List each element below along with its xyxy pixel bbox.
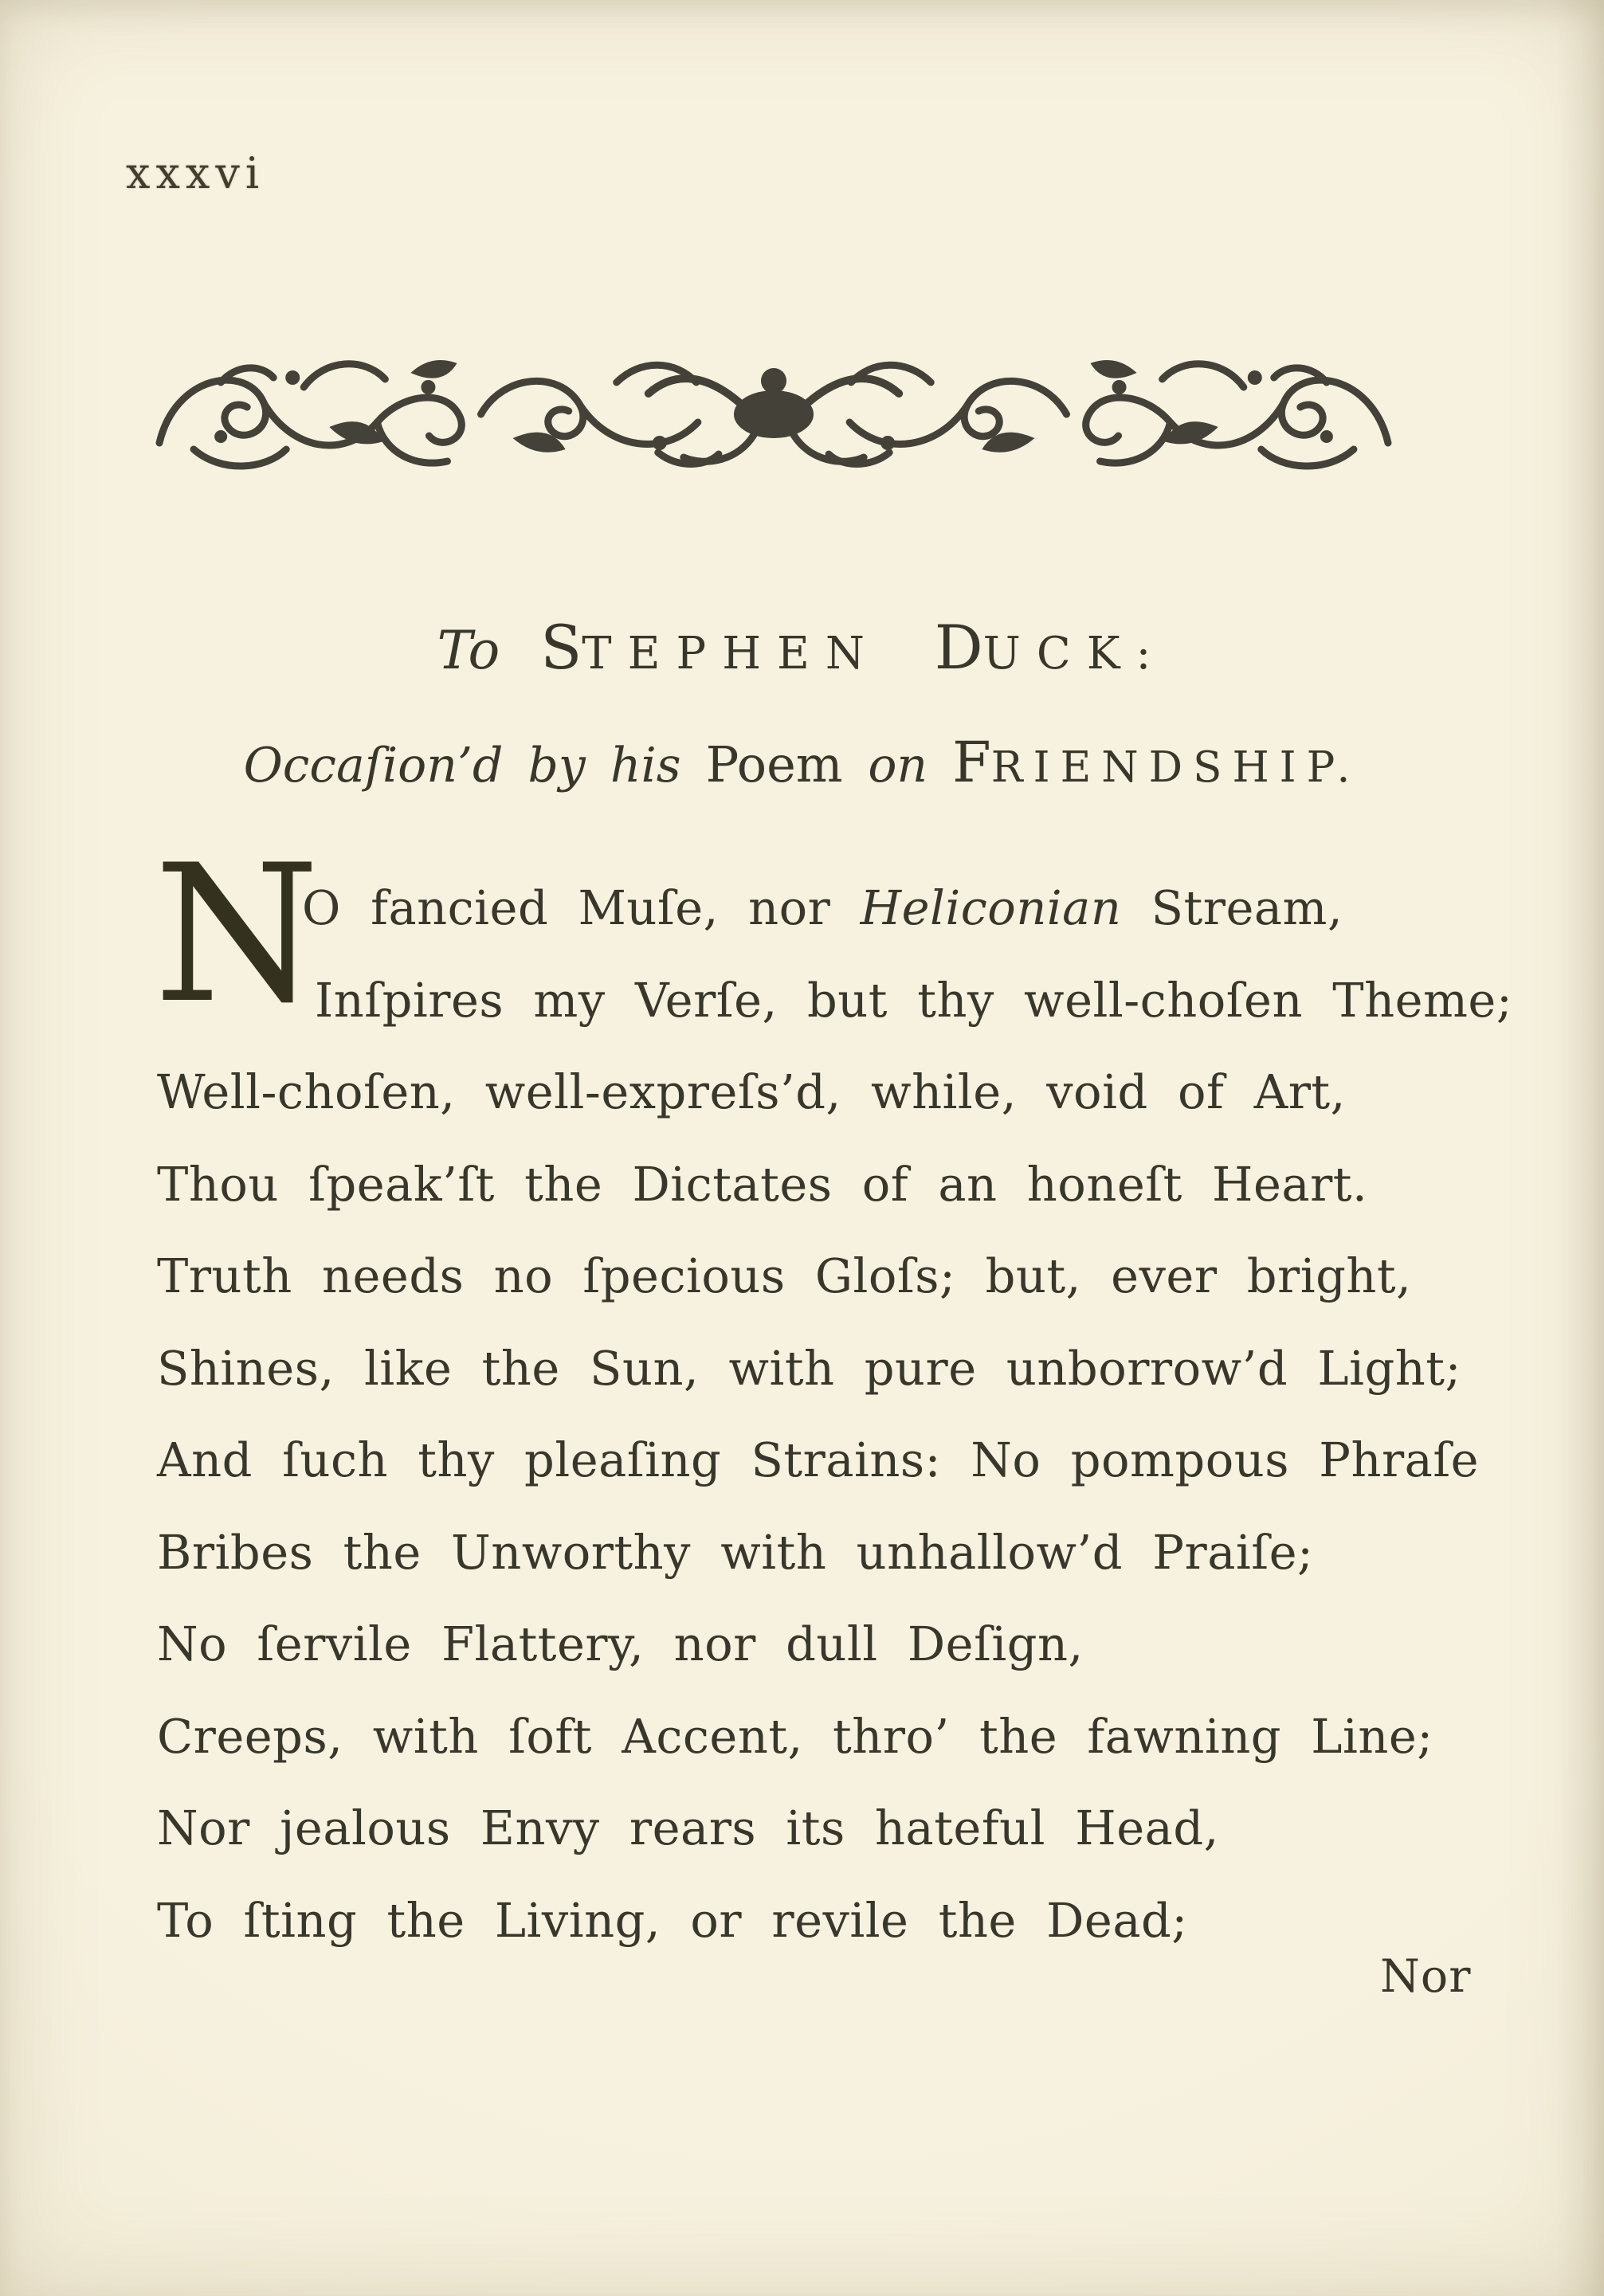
foliate-headpiece-icon xyxy=(147,341,1400,483)
text-segment: Poem xyxy=(705,735,869,793)
text-segment: Heliconian xyxy=(860,880,1122,935)
text-segment: UCK: xyxy=(982,628,1167,680)
text-segment: Bribes the Unworthy with unhallow’d Praiſe; xyxy=(157,1524,1314,1580)
drop-cap: N xyxy=(154,825,320,1045)
text-segment: RIENDSHIP. xyxy=(990,743,1361,792)
text-segment: Occaſion’d by his xyxy=(243,738,706,793)
poem-body xyxy=(154,825,1513,1966)
text-segment: No ſervile Flattery, nor dull Deſign, xyxy=(157,1616,1084,1671)
page-number: xxxvi xyxy=(126,148,265,198)
catchword: Nor xyxy=(1380,1950,1472,2003)
text-segment: D xyxy=(934,612,983,683)
poem-line xyxy=(157,1875,1496,1967)
text-segment: TEPHEN xyxy=(582,628,935,680)
text-segment: O fancied Muſe, nor xyxy=(302,880,861,935)
poem-line xyxy=(157,1138,1496,1231)
text-segment: Inſpires my Verſe, but thy well-choſen Theme; xyxy=(315,972,1513,1028)
poem-line xyxy=(157,1230,1496,1322)
text-segment: on xyxy=(868,738,953,793)
text-segment: To ſting the Living, or revile the Dead; xyxy=(157,1892,1188,1948)
poem-title xyxy=(0,612,1604,683)
poem-line xyxy=(157,1322,1496,1415)
poem-line xyxy=(157,1782,1496,1875)
text-segment: To xyxy=(437,620,541,681)
poem-subtitle xyxy=(0,730,1604,795)
poem-line xyxy=(157,1414,1496,1507)
poem-line xyxy=(157,862,1496,954)
poem-line xyxy=(157,1598,1496,1691)
poem-line xyxy=(157,1507,1496,1599)
poem-line xyxy=(157,954,1513,1047)
text-segment: And ſuch thy pleaſing Strains: No pompous Phraſe xyxy=(157,1432,1480,1487)
text-segment: Truth needs no ſpecious Gloſs; but, ever bright, xyxy=(157,1248,1412,1303)
poem-line xyxy=(157,1691,1496,1783)
center-bird-motif xyxy=(649,368,899,461)
poem-lines xyxy=(157,862,1513,1966)
poem-line xyxy=(157,1046,1496,1138)
text-segment: Stream, xyxy=(1121,880,1343,935)
headpiece-ornament xyxy=(147,341,1400,483)
text-segment: S xyxy=(540,612,582,683)
text-segment: Thou ſpeak’ſt the Dictates of an honeſt Heart. xyxy=(157,1156,1368,1212)
text-segment: Creeps, with ſoft Accent, thro’ the fawning Line; xyxy=(157,1708,1433,1764)
text-segment: Shines, like the Sun, with pure unborrow’d Light; xyxy=(157,1340,1461,1396)
text-segment: Nor jealous Envy rears its hateful Head, xyxy=(157,1800,1219,1855)
text-segment: Well-choſen, well-expreſs’d, while, void of Art, xyxy=(157,1064,1346,1119)
text-segment: F xyxy=(952,730,991,795)
